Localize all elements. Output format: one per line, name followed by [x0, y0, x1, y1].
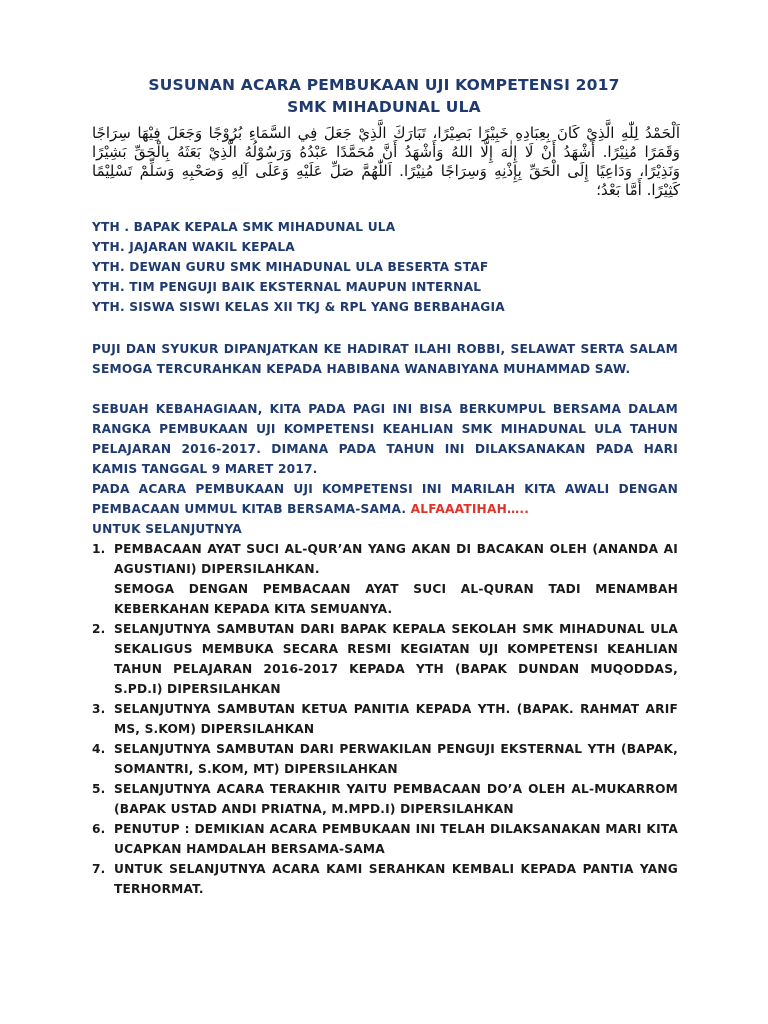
opening-arabic-text: اَلْحَمْدُ لِلّٰهِ الَّذِيْ كَانَ بِعِبَادِهِ خَبِيْرًا بَصِيْرًا، تَبَارَكَ الَّذِيْ جَعَلَ فِي السَّمَاءِ بُرُوْجًا وَجَعَلَ فِيْهَا سِرَاجًا وَقَمَرًا مُنِيْرًا. أَشْهَدُ أَنْ لَا إِلٰهَ إِلَّا اللهُ وَأَشْهَدُ أَنَّ مُحَمَّدًا عَبْدُهُ وَرَسُوْلُهُ الَّذِيْ بَعَثَهُ بِالْحَقِّ بَشِيْرًا وَنَذِيْرًا، وَدَاعِيًا إِلَى الْحَقِّ بِإِذْنِهِ وَسِرَاجًا مُنِيْرًا. اَللّٰهُمَّ صَلِّ عَلَيْهِ وَعَلَى آلِهِ وَصَحْبِهِ وَسَلِّمْ تَسْلِيْمًا كَثِيْرًا. أَمَّا بَعْدُ؛: [92, 124, 680, 199]
agenda-item-number: 4.: [92, 742, 106, 756]
salutation-line: YTH. SISWA SISWI KELAS XII TKJ & RPL YANG BERBAHAGIA: [92, 300, 505, 314]
agenda-item-number: 7.: [92, 862, 106, 876]
agenda-item-number: 3.: [92, 702, 106, 716]
alfatihah-highlight: ALFAAATIHAH…..: [410, 502, 530, 516]
agenda-item-text-wrap: [114, 539, 678, 619]
agenda-item-number: 1.: [92, 542, 106, 556]
agenda-item-text: SELANJUTNYA SAMBUTAN KETUA PANITIA KEPADA YTH. (BAPAK. RAHMAT ARIF MS, S.KOM) DIPERSILAHKAN: [114, 702, 678, 736]
agenda-item-number: 6.: [92, 822, 106, 836]
paragraph-praise: PUJI DAN SYUKUR DIPANJATKAN KE HADIRAT ILAHI ROBBI, SELAWAT SERTA SALAM SEMOGA TERCURAHKAN KEPADA HABIBANA WANABIYANA MUHAMMAD SAW.: [92, 342, 678, 376]
paragraph-fatihah: [92, 479, 678, 519]
agenda-item-text: SELANJUTNYA SAMBUTAN DARI PERWAKILAN PENGUJI EKSTERNAL YTH (BAPAK, SOMANTRI, S.KOM, MT) DIPERSILAHKAN: [114, 742, 678, 776]
paragraph-fatihah-text: PADA ACARA PEMBUKAAN UJI KOMPETENSI INI MARILAH KITA AWALI DENGAN PEMBACAAN UMMUL KITAB BERSAMA-SAMA.: [92, 482, 678, 516]
agenda-item-text-wrap: [114, 779, 678, 819]
agenda-item-text-wrap: [114, 619, 678, 699]
agenda-item-text-wrap: [114, 859, 678, 899]
agenda-item-text: UNTUK SELANJUTNYA ACARA KAMI SERAHKAN KEMBALI KEPADA PANTIA YANG TERHORMAT.: [114, 862, 678, 896]
document-title: SUSUNAN ACARA PEMBUKAAN UJI KOMPETENSI 2017: [148, 76, 620, 94]
salutation-line: YTH. TIM PENGUJI BAIK EKSTERNAL MAUPUN INTERNAL: [92, 280, 482, 294]
agenda-item-text-wrap: [114, 819, 678, 859]
agenda-item-extra: SEMOGA DENGAN PEMBACAAN AYAT SUCI AL-QURAN TADI MENAMBAH KEBERKAHAN KEPADA KITA SEMUANYA.: [114, 582, 678, 616]
agenda-item-number: 5.: [92, 782, 106, 796]
agenda-item-text-wrap: [114, 739, 678, 779]
agenda-item-text: PENUTUP : DEMIKIAN ACARA PEMBUKAAN INI TELAH DILAKSANAKAN MARI KITA UCAPKAN HAMDALAH BERSAMA-SAMA: [114, 822, 678, 856]
agenda-item-text: SELANJUTNYA SAMBUTAN DARI BAPAK KEPALA SEKOLAH SMK MIHADUNAL ULA SEKALIGUS MEMBUKA SECARA RESMI KEGIATAN UJI KOMPETENSI KEAHLIAN TAHUN PELAJARAN 2016-2017 KEPADA YTH (BAPAK DUNDAN MUQODDAS, S.PD.I) DIPERSILAHKAN: [114, 622, 678, 696]
salutation-line: YTH . BAPAK KEPALA SMK MIHADUNAL ULA: [92, 220, 396, 234]
agenda-item-text: PEMBACAAN AYAT SUCI AL-QUR’AN YANG AKAN DI BACAKAN OLEH (ANANDA AI AGUSTIANI) DIPERSILAHKAN.: [114, 542, 678, 576]
agenda-item-text-wrap: [114, 699, 678, 739]
school-name: SMK MIHADUNAL ULA: [287, 98, 481, 116]
agenda-item-number: 2.: [92, 622, 106, 636]
agenda-item-text: SELANJUTNYA ACARA TERAKHIR YAITU PEMBACAAN DO’A OLEH AL-MUKARROM (BAPAK USTAD ANDI PRIATNA, M.MPD.I) DIPERSILAHKAN: [114, 782, 678, 816]
paragraph-opening: SEBUAH KEBAHAGIAAN, KITA PADA PAGI INI BISA BERKUMPUL BERSAMA DALAM RANGKA PEMBUKAAN UJI KOMPETENSI KEAHLIAN SMK MIHADUNAL ULA TAHUN PELAJARAN 2016-2017. DIMANA PADA TAHUN INI DILAKSANAKAN PADA HARI KAMIS TANGGAL 9 MARET 2017.: [92, 402, 678, 476]
salutation-line: YTH. DEWAN GURU SMK MIHADUNAL ULA BESERTA STAF: [92, 260, 489, 274]
salutation-line: YTH. JAJARAN WAKIL KEPALA: [92, 240, 295, 254]
paragraph-next: UNTUK SELANJUTNYA: [92, 522, 242, 536]
